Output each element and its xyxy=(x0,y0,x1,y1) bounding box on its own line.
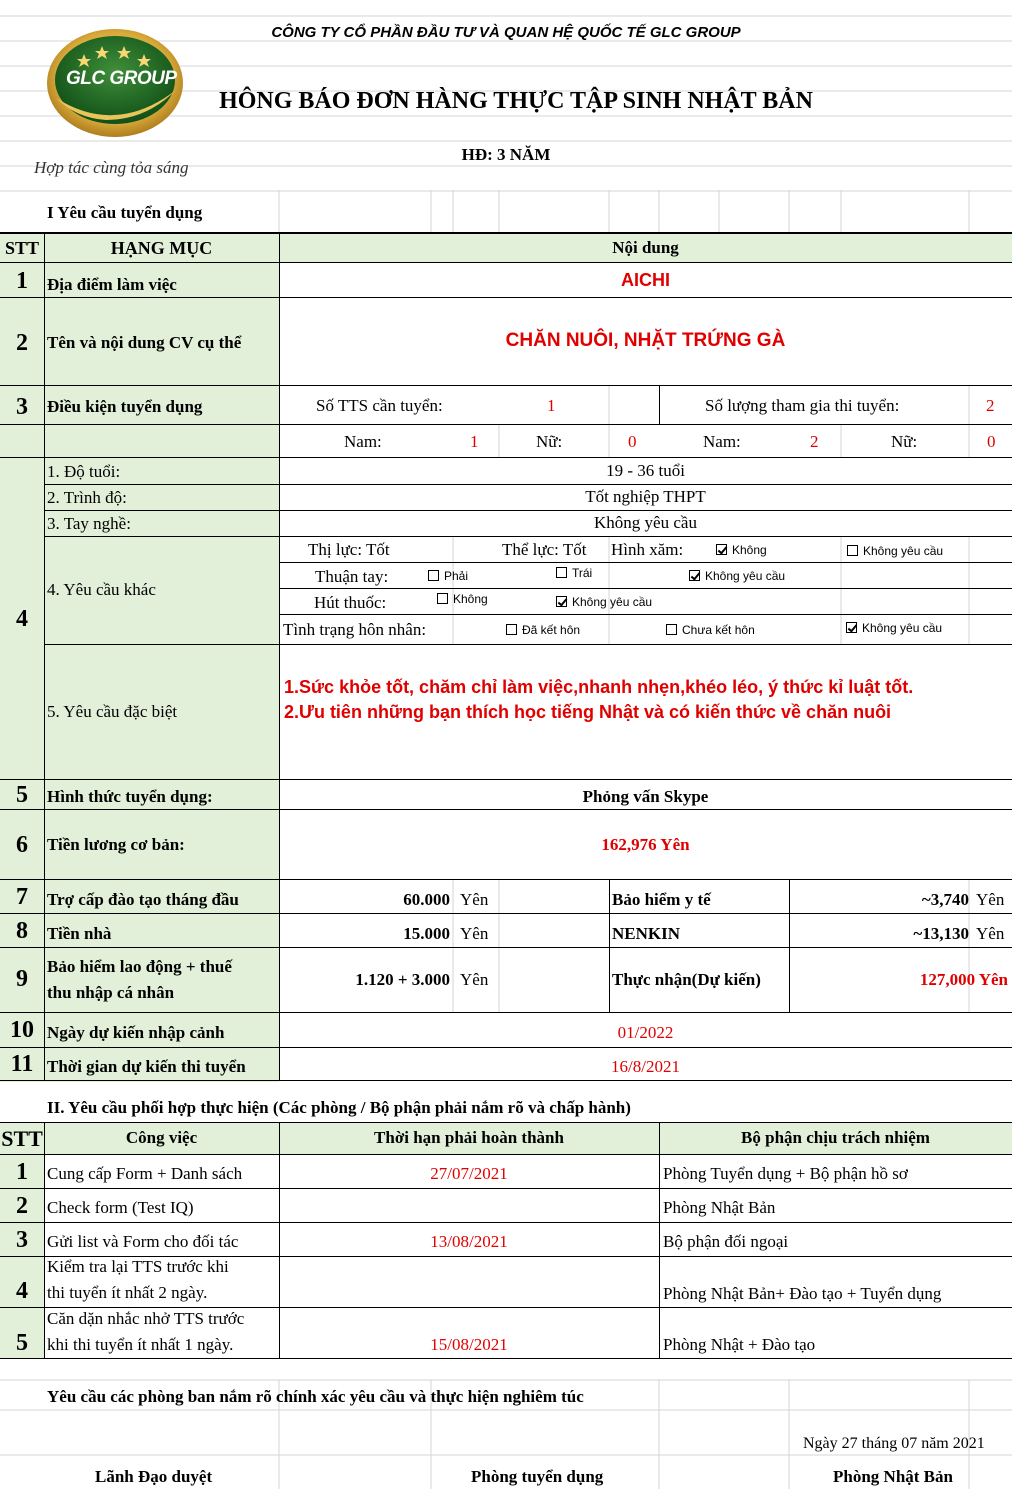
hand-label: Thuận tay: xyxy=(315,567,389,586)
col-task: Công việc xyxy=(125,1128,198,1147)
col-item: HẠNG MỤC xyxy=(110,238,213,258)
skill-label: 3. Tay nghề: xyxy=(47,514,131,533)
section2-title: II. Yêu cầu phối hợp thực hiện (Các phòng / Bộ phận phải nắm rõ và chấp hành) xyxy=(47,1098,631,1117)
exam-date: 16/8/2021 xyxy=(611,1057,680,1076)
task-text: Check form (Test IQ) xyxy=(47,1198,194,1217)
row-label: Tiền lương cơ bản: xyxy=(47,835,185,854)
net-income-label: Thực nhận(Dự kiến) xyxy=(612,970,761,989)
task-text: Cung cấp Form + Danh sách xyxy=(47,1164,243,1183)
health-insurance-label: Bảo hiểm y tế xyxy=(612,890,711,909)
nenkin-value: ~13,130 xyxy=(913,924,969,943)
department-text: Phòng Tuyển dụng + Bộ phận hồ sơ xyxy=(663,1164,908,1183)
contract-term: HĐ: 3 NĂM xyxy=(461,145,551,164)
smoke-any-checkbox[interactable]: Không yêu cầu xyxy=(556,595,652,609)
yen-unit: Yên xyxy=(460,924,489,943)
company-name: CÔNG TY CỔ PHẦN ĐẦU TƯ VÀ QUAN HỆ QUỐC TẾ GLC GROUP xyxy=(271,24,741,41)
other-requirements-label: 4. Yêu cầu khác xyxy=(47,580,156,599)
row-label: Điều kiện tuyển dụng xyxy=(47,397,203,416)
department-text: Phòng Nhật Bản+ Đào tạo + Tuyển dụng xyxy=(663,1284,942,1303)
male-label: Nam: xyxy=(344,432,382,451)
department-text: Bộ phận đối ngoại xyxy=(663,1232,789,1251)
col-deadline: Thời hạn phải hoàn thành xyxy=(374,1128,564,1147)
row-label: Tiền nhà xyxy=(47,924,112,943)
row-number: 4 xyxy=(16,1278,28,1304)
nenkin-label: NENKIN xyxy=(612,924,681,943)
task-text: Gửi list và Form cho đối tác xyxy=(47,1232,239,1251)
marital-married-checkbox[interactable]: Đã kết hôn xyxy=(506,623,580,637)
exam-label: Số lượng tham gia thi tuyển: xyxy=(705,396,900,415)
special-requirement-2: 2.Ưu tiên những bạn thích học tiếng Nhật và có kiến thức về chăn nuôi xyxy=(284,702,892,722)
department-text: Phòng Nhật Bản xyxy=(663,1198,776,1217)
stt-column-bg xyxy=(0,232,44,1082)
special-label: 5. Yêu cầu đặc biệt xyxy=(47,702,178,721)
row-number: 3 xyxy=(16,1227,28,1253)
row-number: 6 xyxy=(16,832,28,858)
marital-single-checkbox[interactable]: Chưa kết hôn xyxy=(666,623,755,637)
age-value: 19 - 36 tuổi xyxy=(606,461,685,480)
hand-right-checkbox[interactable]: Phải xyxy=(428,569,468,583)
row-number: 8 xyxy=(16,918,28,944)
male-value: 2 xyxy=(810,432,819,451)
net-income-value: 127,000 Yên xyxy=(919,970,1008,989)
task-text: thi tuyển ít nhất 2 ngày. xyxy=(47,1283,208,1302)
row-label: Bảo hiểm lao động + thuế xyxy=(47,957,232,976)
yen-unit: Yên xyxy=(976,924,1005,943)
col-stt: STT xyxy=(4,238,40,258)
female-label: Nữ: xyxy=(536,432,563,451)
row-number: 7 xyxy=(16,884,28,910)
tts-label: Số TTS cần tuyển: xyxy=(316,396,443,415)
footer-note: Yêu cầu các phòng ban nắm rõ chính xác yêu cầu và thực hiện nghiêm túc xyxy=(47,1387,584,1406)
yen-unit: Yên xyxy=(460,890,489,909)
smoke-no-checkbox[interactable]: Không xyxy=(437,592,488,606)
row-label: Tên và nội dung CV cụ thể xyxy=(47,333,242,352)
row-number: 5 xyxy=(16,782,28,808)
smoke-label: Hút thuốc: xyxy=(314,593,387,612)
row-label: thu nhập cá nhân xyxy=(47,983,175,1002)
row-label: Hình thức tuyển dụng: xyxy=(47,787,213,806)
signature-recruitment: Phòng tuyển dụng xyxy=(471,1467,604,1486)
department-text: Phòng Nhật + Đào tạo xyxy=(663,1335,816,1354)
housing-value: 15.000 xyxy=(403,924,450,943)
row-label: Trợ cấp đào tạo tháng đầu xyxy=(47,890,239,909)
deadline-text: 27/07/2021 xyxy=(430,1164,508,1183)
row-number: 9 xyxy=(16,966,28,992)
base-salary: 162,976 Yên xyxy=(601,835,690,854)
row-number: 4 xyxy=(16,606,28,632)
skill-value: Không yêu cầu xyxy=(594,513,697,532)
signing-date: Ngày 27 tháng 07 năm 2021 xyxy=(803,1435,985,1452)
tattoo-any-checkbox[interactable]: Không yêu cầu xyxy=(847,544,943,558)
labor-insurance-value: 1.120 + 3.000 xyxy=(355,970,450,989)
row-number: 2 xyxy=(16,330,28,356)
task-text: Kiểm tra lại TTS trước khi xyxy=(47,1257,229,1276)
age-label: 1. Độ tuổi: xyxy=(47,462,121,481)
male-label: Nam: xyxy=(703,432,741,451)
training-allowance-value: 60.000 xyxy=(403,890,450,909)
row-label: Thời gian dự kiến thi tuyển xyxy=(47,1057,246,1076)
row-number: 1 xyxy=(16,268,28,294)
entry-date: 01/2022 xyxy=(617,1023,674,1042)
female-value: 0 xyxy=(987,432,996,451)
yen-unit: Yên xyxy=(460,970,489,989)
task-text: khi thi tuyển ít nhất 1 ngày. xyxy=(47,1335,234,1354)
marital-label: Tình trạng hôn nhân: xyxy=(283,620,427,639)
deadline-text: 13/08/2021 xyxy=(430,1232,508,1251)
row-label: Ngày dự kiến nhập cảnh xyxy=(47,1023,225,1042)
recruitment-method: Phỏng vấn Skype xyxy=(582,787,709,806)
education-label: 2. Trình độ: xyxy=(47,488,127,507)
tattoo-no-checkbox[interactable]: Không xyxy=(716,543,767,557)
special-requirement-1: 1.Sức khỏe tốt, chăm chỉ làm việc,nhanh nhẹn,khéo léo, ý thức kỉ luật tốt. xyxy=(284,677,914,697)
female-value: 0 xyxy=(628,432,637,451)
row-number: 5 xyxy=(16,1330,28,1356)
marital-any-checkbox[interactable]: Không yêu cầu xyxy=(846,621,942,635)
fitness: Thể lực: Tốt xyxy=(502,540,587,559)
row-number: 1 xyxy=(16,1159,28,1185)
row-number: 3 xyxy=(16,394,28,420)
education-value: Tốt nghiệp THPT xyxy=(585,487,706,506)
glc-logo xyxy=(46,28,184,138)
logo-text: GLC GROUP xyxy=(66,68,177,89)
deadline-text: 15/08/2021 xyxy=(430,1335,508,1354)
tts-value: 1 xyxy=(547,396,556,415)
row-number: 11 xyxy=(10,1051,34,1077)
row-label: Địa điểm làm việc xyxy=(47,275,177,294)
female-label: Nữ: xyxy=(891,432,918,451)
row-number: 2 xyxy=(16,1193,28,1219)
hand-left-checkbox[interactable]: Trái xyxy=(556,566,592,580)
col-content: Nội dung xyxy=(612,238,679,257)
signature-leader: Lãnh Đạo duyệt xyxy=(95,1467,213,1486)
slogan: Hợp tác cùng tỏa sáng xyxy=(34,158,189,177)
hand-any-checkbox[interactable]: Không yêu cầu xyxy=(689,569,785,583)
health-insurance-value: ~3,740 xyxy=(921,890,969,909)
yen-unit: Yên xyxy=(976,890,1005,909)
document-title: HÔNG BÁO ĐƠN HÀNG THỰC TẬP SINH NHẬT BẢN xyxy=(219,88,813,114)
task-text: Căn dặn nhắc nhở TTS trước xyxy=(47,1309,245,1328)
col-department: Bộ phận chịu trách nhiệm xyxy=(741,1128,930,1147)
tattoo-label: Hình xăm: xyxy=(611,540,684,559)
male-value: 1 xyxy=(470,432,479,451)
eyesight: Thị lực: Tốt xyxy=(308,540,390,559)
col-stt: STT xyxy=(1,1126,43,1151)
job-description: CHĂN NUÔI, NHẶT TRỨNG GÀ xyxy=(505,330,786,351)
work-location: AICHI xyxy=(621,270,670,290)
row-number: 10 xyxy=(10,1017,34,1043)
signature-japan-dept: Phòng Nhật Bản xyxy=(833,1467,953,1486)
exam-value: 2 xyxy=(986,396,995,415)
section1-title: I Yêu cầu tuyển dụng xyxy=(47,203,203,222)
